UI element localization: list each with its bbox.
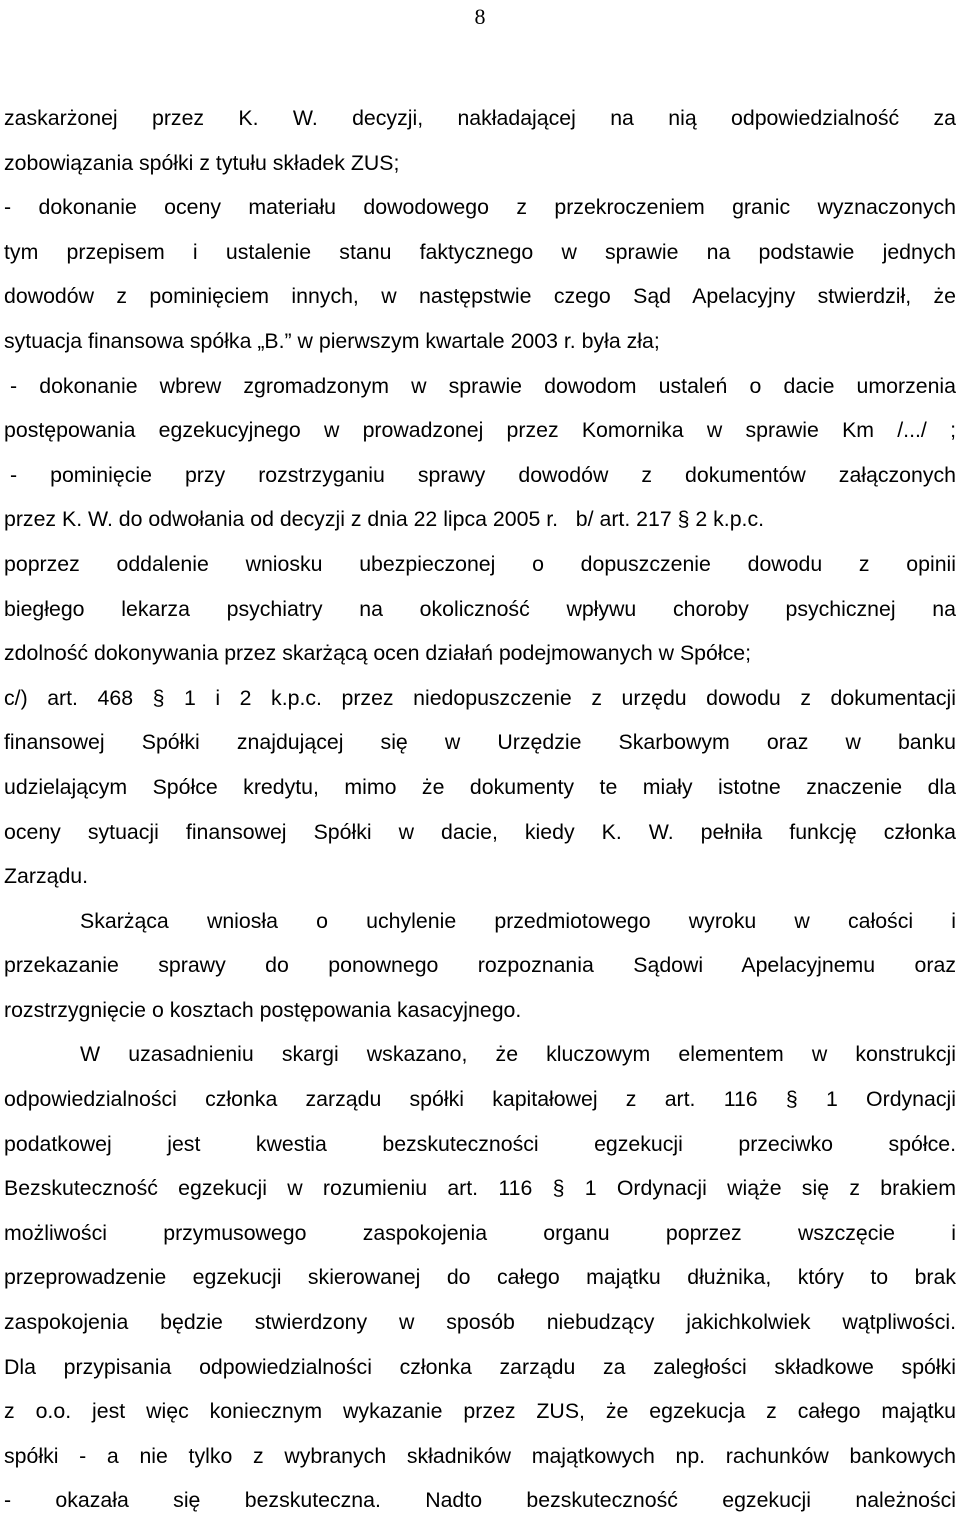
text-line: - okazała się bezskuteczna. Nadto bezskuteczność egzekucji należności bbox=[4, 1488, 956, 1513]
text-line: tym przepisem i ustalenie stanu faktycznego w sprawie na podstawie jednych bbox=[4, 239, 956, 264]
document-body bbox=[4, 96, 956, 1523]
text-line: Dla przypisania odpowiedzialności członka zarządu za zaległości składkowe spółki bbox=[4, 1354, 956, 1379]
text-line: Zarządu. bbox=[4, 864, 89, 889]
text-line: sytuacja finansowa spółka „B.” w pierwszym kwartale 2003 r. była zła; bbox=[4, 328, 660, 353]
text-line: z o.o. jest więc koniecznym wykazanie przez ZUS, że egzekucja z całego majątku bbox=[4, 1399, 956, 1424]
text-line: - dokonanie oceny materiału dowodowego z przekroczeniem granic wyznaczonych bbox=[4, 195, 956, 220]
text-line: - dokonanie wbrew zgromadzonym w sprawie dowodom ustaleń o dacie umorzenia bbox=[10, 373, 956, 398]
text-line: zobowiązania spółki z tytułu składek ZUS; bbox=[4, 150, 400, 175]
text-line: c/) art. 468 § 1 i 2 k.p.c. przez niedopuszczenie z urzędu dowodu z dokumentacji bbox=[4, 685, 956, 710]
text-line: zaskarżonej przez K. W. decyzji, nakładającej na nią odpowiedzialność za bbox=[4, 106, 956, 130]
text-line: Skarżąca wniosła o uchylenie przedmiotowego wyroku w całości i bbox=[80, 908, 956, 933]
text-line: przeprowadzenie egzekucji skierowanej do całego majątku dłużnika, który to brak bbox=[4, 1265, 956, 1290]
text-line: odpowiedzialności członka zarządu spółki kapitałowej z art. 116 § 1 Ordynacji bbox=[4, 1087, 956, 1112]
text-line: poprzez oddalenie wniosku ubezpieczonej o dopuszczenie dowodu z opinii bbox=[4, 551, 956, 576]
text-line: przekazanie sprawy do ponownego rozpoznania Sądowi Apelacyjnemu oraz bbox=[4, 953, 956, 978]
text-line: biegłego lekarza psychiatry na okoliczność wpływu choroby psychicznej na bbox=[4, 596, 956, 621]
text-line: podatkowej jest kwestia bezskuteczności egzekucji przeciwko spółce. bbox=[4, 1131, 956, 1156]
text-line: udzielającym Spółce kredytu, mimo że dokumenty te miały istotne znaczenie dla bbox=[4, 774, 956, 799]
text-line: Bezskuteczność egzekucji w rozumieniu art. 116 § 1 Ordynacji wiąże się z brakiem bbox=[4, 1176, 956, 1201]
text-line: oceny sytuacji finansowej Spółki w dacie, kiedy K. W. pełniła funkcję członka bbox=[4, 819, 956, 844]
text-line: przez K. W. do odwołania od decyzji z dnia 22 lipca 2005 r. b/ art. 217 § 2 k.p.c. bbox=[4, 507, 765, 532]
text-line: spółki - a nie tylko z wybranych składników majątkowych np. rachunków bankowych bbox=[4, 1443, 956, 1468]
text-line: zaspokojenia będzie stwierdzony w sposób niebudzący jakichkolwiek wątpliwości. bbox=[4, 1310, 956, 1335]
text-line: możliwości przymusowego zaspokojenia organu poprzez wszczęcie i bbox=[4, 1220, 956, 1245]
text-line: dowodów z pominięciem innych, w następstwie czego Sąd Apelacyjny stwierdził, że bbox=[4, 284, 956, 309]
text-line: rozstrzygnięcie o kosztach postępowania kasacyjnego. bbox=[4, 997, 522, 1022]
text-line: finansowej Spółki znajdującej się w Urzędzie Skarbowym oraz w banku bbox=[4, 730, 956, 755]
page-number: 8 bbox=[474, 4, 486, 29]
text-line: postępowania egzekucyjnego w prowadzonej przez Komornika w sprawie Km /.../ ; bbox=[4, 418, 956, 443]
text-line: W uzasadnieniu skargi wskazano, że kluczowym elementem w konstrukcji bbox=[80, 1042, 956, 1067]
text-line: - pominięcie przy rozstrzyganiu sprawy dowodów z dokumentów załączonych bbox=[10, 462, 956, 487]
text-line: zdolność dokonywania przez skarżącą ocen działań podejmowanych w Spółce; bbox=[4, 641, 751, 666]
